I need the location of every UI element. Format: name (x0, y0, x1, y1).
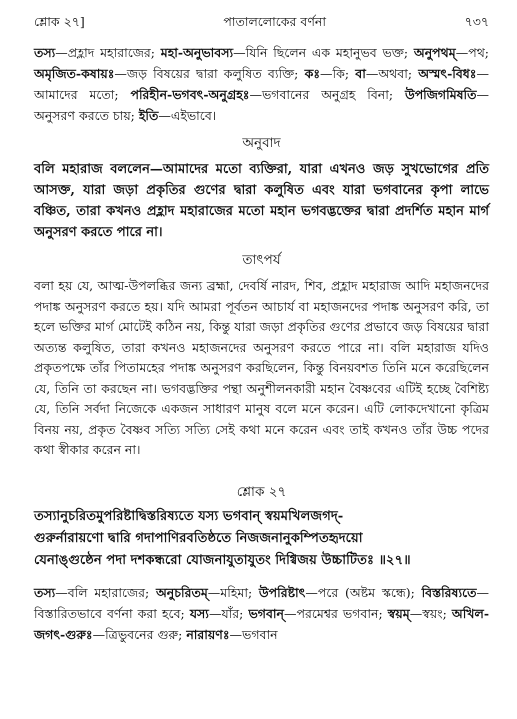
header-chapter-title: পাতাললোকের বর্ণনা (223, 14, 326, 29)
synonym-meaning: —এইভাবে। (158, 108, 217, 123)
synonyms-top (34, 42, 489, 126)
synonym-word: ভগবান্ (248, 605, 285, 621)
synonym-meaning: —ভগবান (229, 626, 278, 642)
synonym-meaning: —মহিমা; (207, 584, 253, 600)
translation-text: বলি মহারাজ বললেন—আমাদের মতো ব্যক্তিরা, যারা এখনও জড় সুখভোগের প্রতি আসক্ত, যারা জড়া প্রকৃতির গুণের দ্বারা কলুষিত এবং যারা ভগবানের কৃপা লাভে বঞ্চিত, তারা কখনও প্রহ্লাদ মহারাজের মতো মহান ভগবদ্ভক্তের দ্বারা প্রদর্শিত মহান মার্গ অনুসরণ করতে পারে না। (34, 162, 489, 240)
synonym-meaning: —আমাদের মতো; (34, 66, 489, 102)
synonym-meaning: —যাঁর; (208, 605, 244, 621)
synonym-meaning: —অনুসরণ করতে চায়; (34, 87, 489, 123)
synonym-word: পরিহীন-ভগবৎ-অনুগ্রহঃ (130, 87, 250, 102)
verse-line: গুরুর্নারায়ণো দ্বারি গদাপাণিরবতিষ্ঠতে নিজজনানুকম্পিতহৃদয়ো (34, 530, 363, 546)
synonym-meaning: —স্বয়ং; (409, 605, 447, 621)
synonym-word: যস্য (189, 605, 209, 621)
synonyms-bottom (34, 582, 489, 645)
synonym-word: তস্য (34, 584, 56, 600)
synonym-meaning: —বিস্তারিতভাবে বর্ণনা করা হবে; (34, 584, 489, 621)
synonym-word: বিস্তরিষ্যতে (421, 584, 477, 600)
synonym-word: কঃ (304, 66, 320, 81)
synonym-meaning: —ভগবানের অনুগ্রহ বিনা; (249, 87, 394, 102)
synonym-meaning: —পরে (অষ্টম স্কন্ধে); (305, 584, 415, 600)
synonym-meaning: —প্রহ্লাদ মহারাজের; (55, 45, 155, 60)
purport-heading: তাৎপর্য (242, 252, 281, 268)
header-verse-ref: শ্লোক ২৭] (34, 14, 85, 29)
synonym-word: নারায়ণঃ (186, 626, 230, 642)
synonym-word: উপজিগমিষতি (404, 87, 477, 102)
synonym-meaning: —পথ; (455, 45, 489, 60)
purport-text: বলা হয় যে, আত্ম-উপলব্ধির জন্য ব্রহ্মা, দেবর্ষি নারদ, শিব, প্রহ্লাদ মহারাজ আদি মহাজনদের পদাঙ্ক অনুসরণ করতে হয়। যদি আমরা পূর্বতন আচার্য বা মহাজনদের পদাঙ্ক অনুসরণ করি, তা হলে ভক্তির মার্গ মোটেই কঠিন নয়, কিন্তু যারা জড়া প্রকৃতির গুণের প্রভাবে জড় বিষয়ের দ্বারা অত্যন্ত কলুষিত, তারা কখনও মহাজনদের অনুসরণ করতে পারে না। বলি মহারাজ যদিও প্রকৃতপক্ষে তাঁর পিতামহের পদাঙ্ক অনুসরণ করছিলেন, কিন্তু বিনয়বশত তিনি মনে করেছিলেন যে, তিনি তা করছেন না। ভগবদ্ভক্তির পন্থা অনুশীলনকারী মহান বৈষ্ণবের এটিই হচ্ছে বৈশিষ্ট্য যে, তিনি সর্বদা নিজেকে একজন সাধারণ মানুষ বলে মনে করেন। এটি লোকদেখানো কৃত্রিম বিনয় নয়, প্রকৃত বৈষ্ণব সত্যি সত্যি সেই কথা মনে করেন এবং তাই কখনও তাঁর উচ্চ পদের কথা স্বীকার করেন না। (34, 278, 489, 457)
synonym-meaning: —জড় বিষয়ের দ্বারা কলুষিত ব্যক্তি; (114, 66, 299, 81)
synonym-meaning: —ত্রিভুবনের গুরু; (92, 626, 183, 642)
synonym-word: স্বয়ম্ (387, 605, 410, 621)
header-page-number: ৭৩৭ (464, 14, 489, 29)
running-header (34, 14, 489, 34)
synonym-word: তস্য (34, 45, 56, 60)
synonym-meaning: —কি; (320, 66, 350, 81)
verse-line: যেনাঙ্গুষ্ঠেন পদা দশকন্ধরো যোজনাযুতাযুতং দিগ্বিজয় উচ্চাটিতঃ ॥২৭॥ (34, 552, 411, 568)
synonym-word: অস্মৎ-বিধঃ (418, 66, 477, 81)
synonym-word: অনুচরিতম্ (155, 584, 208, 600)
synonym-meaning: —যিনি ছিলেন এক মহানুভব ভক্ত; (233, 45, 409, 60)
synonym-word: অমৃজিত-কষায়ঃ (34, 66, 115, 81)
synonym-meaning: —পরমেশ্বর ভগবান; (284, 605, 383, 621)
verse-title: শ্লোক ২৭ (236, 483, 287, 500)
verse-line: তস্যানুচরিতমুপরিষ্টাদ্বিস্তরিষ্যতে যস্য ভগবান্ স্বয়মখিলজগদ্- (34, 508, 344, 524)
synonym-word: ইতি (138, 108, 159, 123)
synonym-meaning: —অথবা; (365, 66, 413, 81)
synonym-word: অনুপথম্ (413, 45, 456, 60)
synonym-word: বা (355, 66, 366, 81)
translation-heading: অনুবাদ (242, 135, 281, 151)
verse-text (34, 506, 489, 572)
synonym-word: অখিল-জগৎ-গুরুঃ (34, 605, 490, 642)
synonym-meaning: —বলি মহারাজের; (55, 584, 150, 600)
synonym-word: উপরিষ্টাৎ (258, 584, 306, 600)
synonym-word: মহা-অনুভাবস্য (160, 45, 234, 60)
